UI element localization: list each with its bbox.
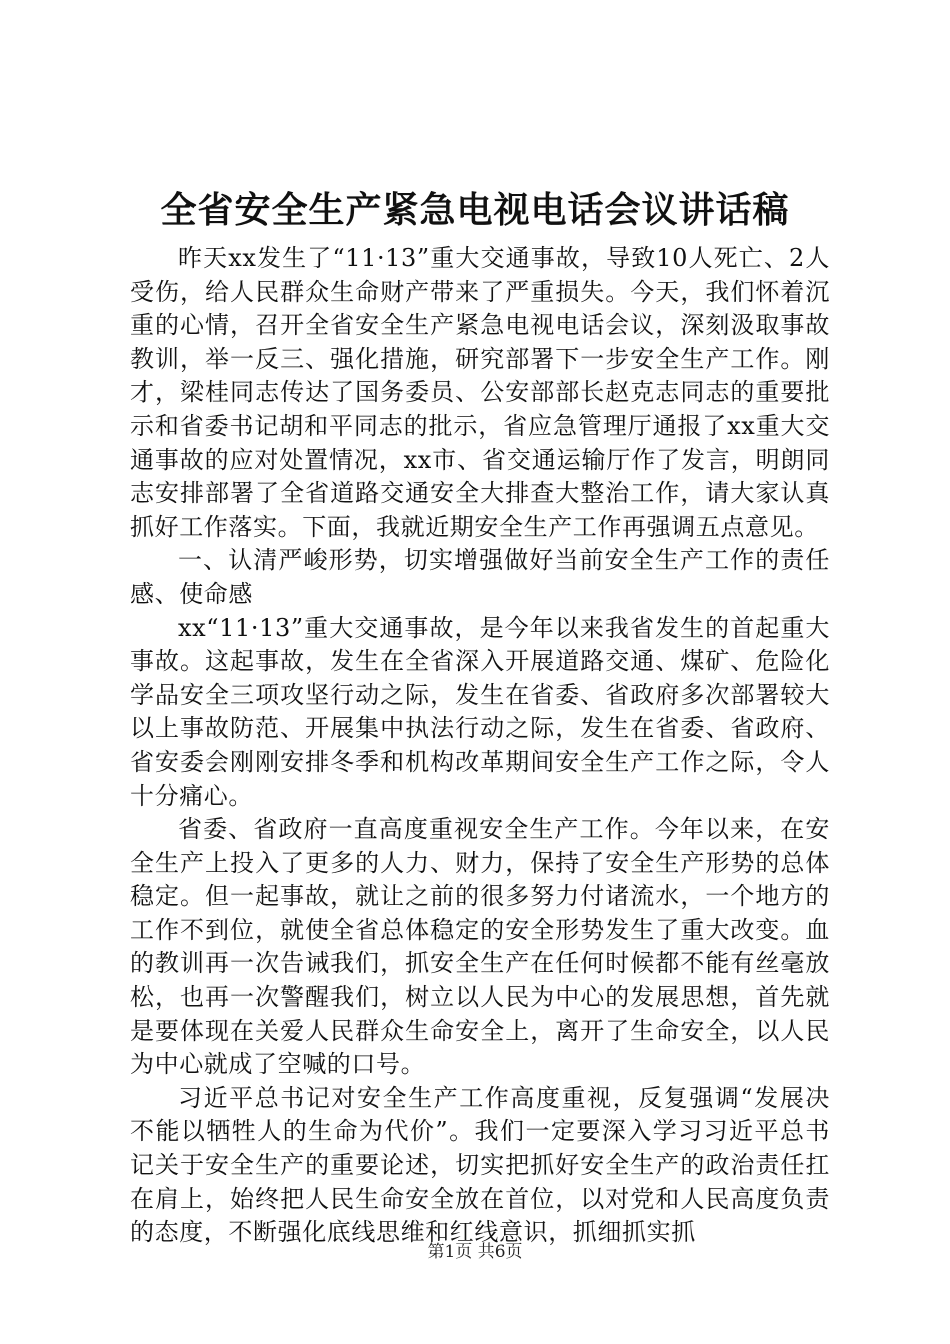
document-title: 全省安全生产紧急电视电话会议讲话稿 [160, 189, 790, 231]
paragraph-accident-summary: xx“11·13”重大交通事故，是今年以来我省发生的首起重大事故。这起事故，发生在全省深入开展道路交通、煤矿、危险化学品安全三项攻坚行动之际，发生在省委、省政府多次部署较大以上事故防范、开展集中执法行动之际，发生在省委、省政府、省安委会刚刚安排冬季和机构改革期间安全生产工作之际，令人十分痛心。 [130, 613, 830, 810]
page-number-footer: 第1页 共6页 [427, 1242, 523, 1262]
section-heading-1: 一、认清严峻形势，切实增强做好当前安全生产工作的责任感、使命感 [130, 546, 830, 608]
document-body [130, 242, 830, 1250]
paragraph-xi-instructions: 习近平总书记对安全生产工作高度重视，反复强调“发展决不能以牺牲人的生命为代价”。我们一定要深入学习习近平总书记关于安全生产的重要论述，切实把抓好安全生产的政治责任扛在肩上，始终把人民生命安全放在首位，以对党和人民高度负责的态度，不断强化底线思维和红线意识，抓细抓实抓 [130, 1083, 830, 1247]
paragraph-intro: 昨天xx发生了“11·13”重大交通事故，导致10人死亡、2人受伤，给人民群众生命财产带来了严重损失。今天，我们怀着沉重的心情，召开全省安全生产紧急电视电话会议，深刻汲取事故教训，举一反三、强化措施，研究部署下一步安全生产工作。刚才，梁桂同志传达了国务委员、公安部部长赵克志同志的重要批示和省委书记胡和平同志的批示，省应急管理厅通报了xx重大交通事故的应对处置情况，xx市、省交通运输厅作了发言，明朗同志安排部署了全省道路交通安全大排查大整治工作，请大家认真抓好工作落实。下面，我就近期安全生产工作再强调五点意见。 [130, 244, 830, 541]
paragraph-provincial-emphasis: 省委、省政府一直高度重视安全生产工作。今年以来，在安全生产上投入了更多的人力、财力，保持了安全生产形势的总体稳定。但一起事故，就让之前的很多努力付诸流水，一个地方的工作不到位，就使全省总体稳定的安全形势发生了重大改变。血的教训再一次告诫我们，抓安全生产在任何时候都不能有丝毫放松，也再一次警醒我们，树立以人民为中心的发展思想，首先就是要体现在关爱人民群众生命安全上，离开了生命安全，以人民为中心就成了空喊的口号。 [130, 815, 830, 1079]
